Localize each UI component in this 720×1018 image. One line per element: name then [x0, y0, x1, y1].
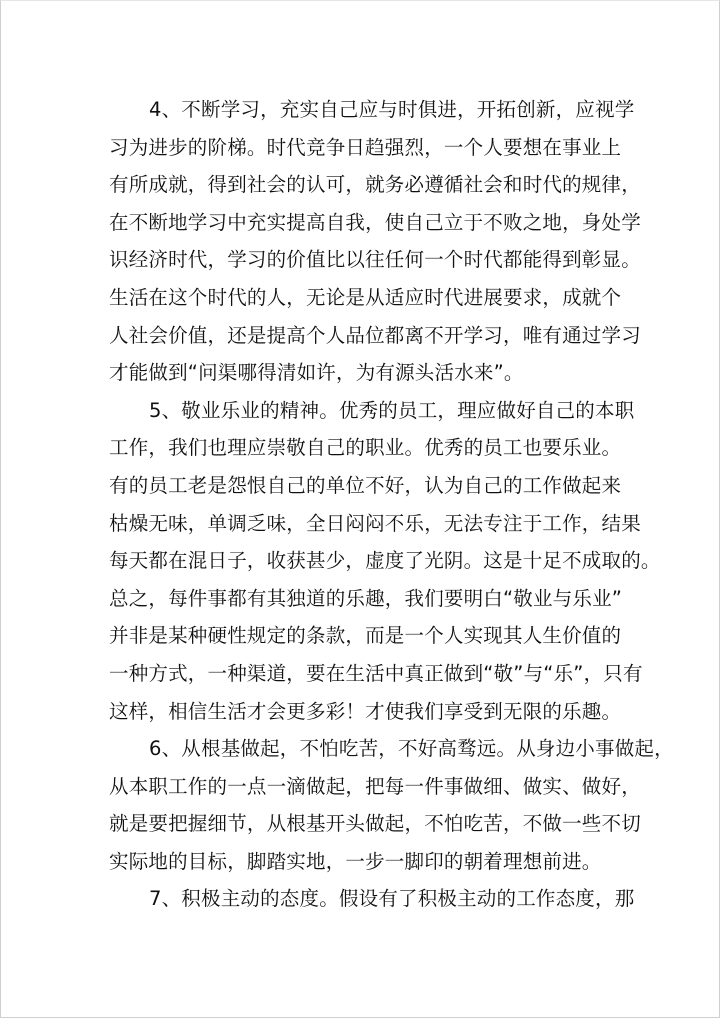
paragraph-4-line-1: 4、不断学习，充实自己应与时俱进，开拓创新，应视学: [149, 98, 635, 121]
paragraph-6-line-4: 实际地的目标，脚踏实地，一步一脚印的朝着理想前进。: [109, 849, 602, 873]
paragraph-6-line-3: 就是要把握细节，从根基开头做起，不怕吃苦，不做一些不切: [109, 812, 641, 836]
paragraph-5-line-6: 总之，每件事都有其独道的乐趣，我们要明白“敬业与乐业”: [109, 586, 623, 610]
paragraph-5-line-7: 并非是某种硬性规定的条款，而是一个人实现其人生价值的: [109, 624, 622, 648]
paragraph-5-line-1: 5、敬业乐业的精神。优秀的员工，理应做好自己的本职: [149, 398, 635, 422]
paragraph-4-line-2: 习为进步的阶梯。时代竞争日趋强烈，一个人要想在事业上: [109, 135, 622, 159]
paragraph-5-line-2: 工作，我们也理应崇敬自己的职业。优秀的员工也要乐业。: [109, 436, 622, 460]
paragraph-5-line-3: 有的员工老是怨恨自己的单位不好，认为自己的工作做起来: [109, 473, 622, 497]
paragraph-4-line-8: 才能做到“问渠哪得清如许，为有源头活水来”。: [109, 361, 524, 385]
paragraph-6-line-1: 6、从根基做起，不怕吃苦，不好高骛远。从身边小事做起，: [149, 737, 674, 761]
paragraph-4-line-3: 有所成就，得到社会的认可，就务必遵循社会和时代的规律，: [109, 173, 641, 197]
paragraph-6-line-2: 从本职工作的一点一滴做起，把每一件事做细、做实、做好，: [109, 774, 641, 798]
document-body: [109, 91, 674, 918]
paragraph-7-line-1: 7、积极主动的态度。假设有了积极主动的工作态度，那: [149, 887, 635, 911]
paragraph-4-line-5: 识经济时代，学习的价值比以往任何一个时代都能得到彰显。: [109, 248, 641, 272]
paragraph-5-line-8: 一种方式，一种渠道，要在生活中真正做到“敬”与“乐”，只有: [109, 661, 643, 685]
paragraph-4-line-4: 在不断地学习中充实提高自我，使自己立于不败之地，身处学: [109, 210, 641, 234]
paragraph-4-line-6: 生活在这个时代的人，无论是从适应时代进展要求，成就个: [109, 285, 622, 309]
paragraph-5-line-9: 这样，相信生活才会更多彩！才使我们享受到无限的乐趣。: [109, 699, 622, 723]
paragraph-4-line-7: 人社会价值，还是提高个人品位都离不开学习，唯有通过学习: [109, 323, 641, 347]
paragraph-5-line-4: 枯燥无味，单调乏味，全日闷闷不乐，无法专注于工作，结果: [109, 511, 641, 535]
paragraph-5-line-5: 每天都在混日子，收获甚少，虚度了光阴。这是十足不成取的。: [109, 549, 661, 573]
